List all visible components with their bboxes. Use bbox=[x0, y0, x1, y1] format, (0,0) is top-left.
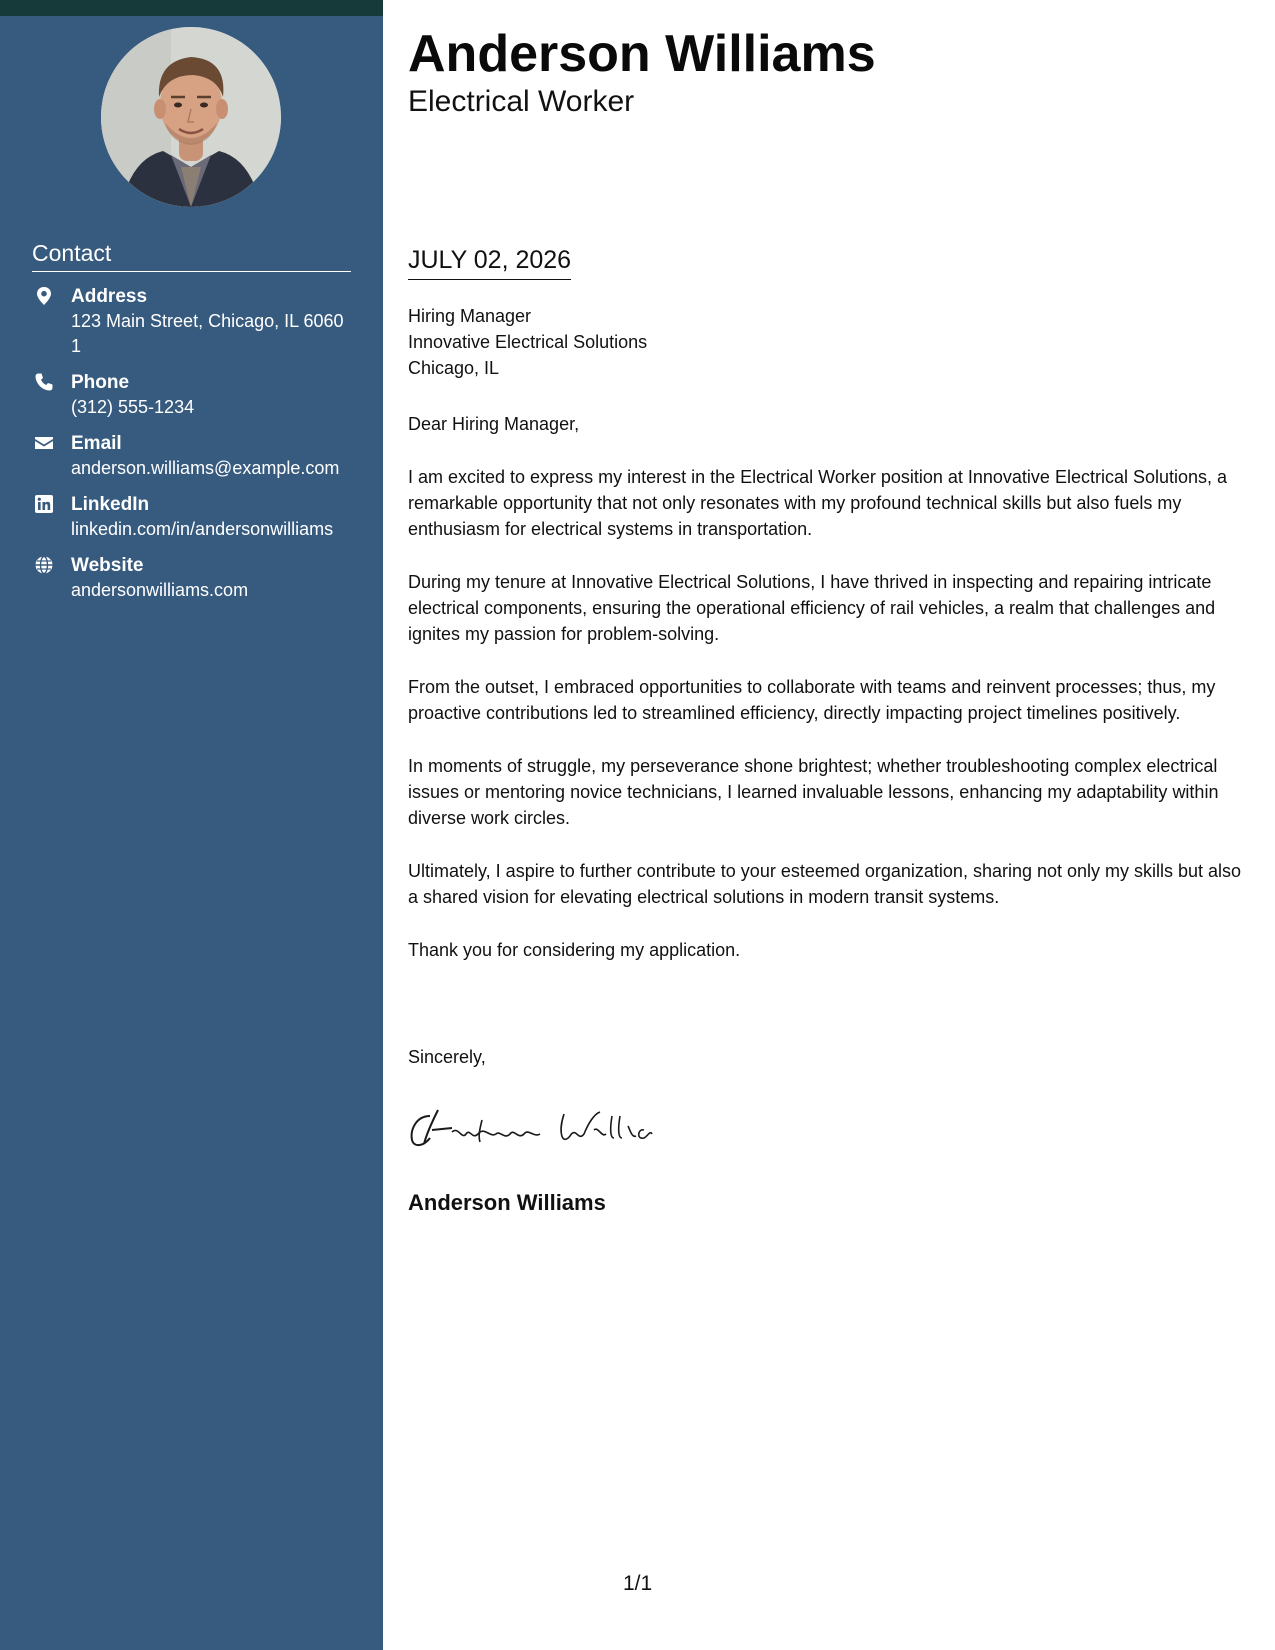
applicant-name: Anderson Williams bbox=[408, 25, 876, 83]
letter-body bbox=[408, 411, 1253, 990]
contact-label: LinkedIn bbox=[71, 494, 150, 515]
contact-label: Address bbox=[71, 286, 148, 307]
page-number: 1/1 bbox=[623, 1572, 653, 1595]
letter-paragraph: Thank you for considering my application. bbox=[408, 940, 741, 960]
contact-label: Phone bbox=[71, 372, 130, 393]
sidebar bbox=[0, 0, 383, 1650]
contact-phone bbox=[32, 370, 351, 420]
contact-value: andersonwilliams.com bbox=[71, 580, 249, 600]
contact-value: (312) 555-1234 bbox=[71, 397, 195, 417]
recipient-company: Innovative Electrical Solutions bbox=[408, 332, 648, 352]
sidebar-top-bar bbox=[0, 0, 383, 16]
contact-value: anderson.williams@example.com bbox=[71, 458, 340, 478]
contact-email bbox=[32, 431, 351, 481]
letter-paragraph: From the outset, I embraced opportunities to collaborate with teams and reinvent processes; thus, my proactive contributions led to streamlined efficiency, directly impacting project timelines positively. bbox=[408, 677, 1216, 723]
letter-paragraph: In moments of struggle, my perseverance shone brightest; whether troubleshooting complex electrical issues or mentoring novice technicians, I learned invaluable lessons, enhancing my adaptability within diverse work circles. bbox=[408, 756, 1219, 828]
contact-list bbox=[32, 284, 351, 614]
salutation: Dear Hiring Manager, bbox=[408, 414, 580, 434]
recipient-location: Chicago, IL bbox=[408, 358, 500, 378]
letter-paragraph: During my tenure at Innovative Electrical Solutions, I have thrived in inspecting and repairing intricate electrical components, ensuring the operational efficiency of rail vehicles, a realm that challenges and ignites my passion for problem-solving. bbox=[408, 572, 1216, 644]
linkedin-icon bbox=[34, 494, 54, 514]
letter-date: JULY 02, 2026 bbox=[408, 243, 571, 280]
contact-section-title: Contact bbox=[32, 240, 351, 272]
contact-linkedin bbox=[32, 492, 351, 542]
handwritten-signature bbox=[408, 1104, 678, 1155]
signer-name: Anderson Williams bbox=[408, 1190, 606, 1215]
contact-address bbox=[32, 284, 351, 359]
globe-icon bbox=[34, 555, 54, 575]
contact-label: Website bbox=[71, 555, 144, 576]
map-pin-icon bbox=[34, 286, 54, 306]
contact-label: Email bbox=[71, 433, 122, 454]
letter-paragraph: Ultimately, I aspire to further contribute to your esteemed organization, sharing not only my skills but also a shared vision for elevating electrical solutions in modern transit systems. bbox=[408, 861, 1242, 907]
recipient-block bbox=[408, 303, 647, 381]
job-title: Electrical Worker bbox=[408, 85, 635, 118]
contact-value: 123 Main Street, Chicago, IL 60601 bbox=[71, 311, 344, 356]
profile-photo bbox=[101, 27, 281, 207]
phone-icon bbox=[34, 372, 54, 392]
envelope-icon bbox=[34, 433, 54, 453]
letter-paragraph: I am excited to express my interest in the Electrical Worker position at Innovative Electrical Solutions, a remarkable opportunity that not only resonates with my profound technical skills but also fuels my enthusiasm for electrical systems in transportation. bbox=[408, 467, 1228, 539]
closing: Sincerely, bbox=[408, 1047, 486, 1067]
contact-value: linkedin.com/in/andersonwilliams bbox=[71, 519, 334, 539]
recipient-name: Hiring Manager bbox=[408, 306, 532, 326]
contact-website bbox=[32, 553, 351, 603]
